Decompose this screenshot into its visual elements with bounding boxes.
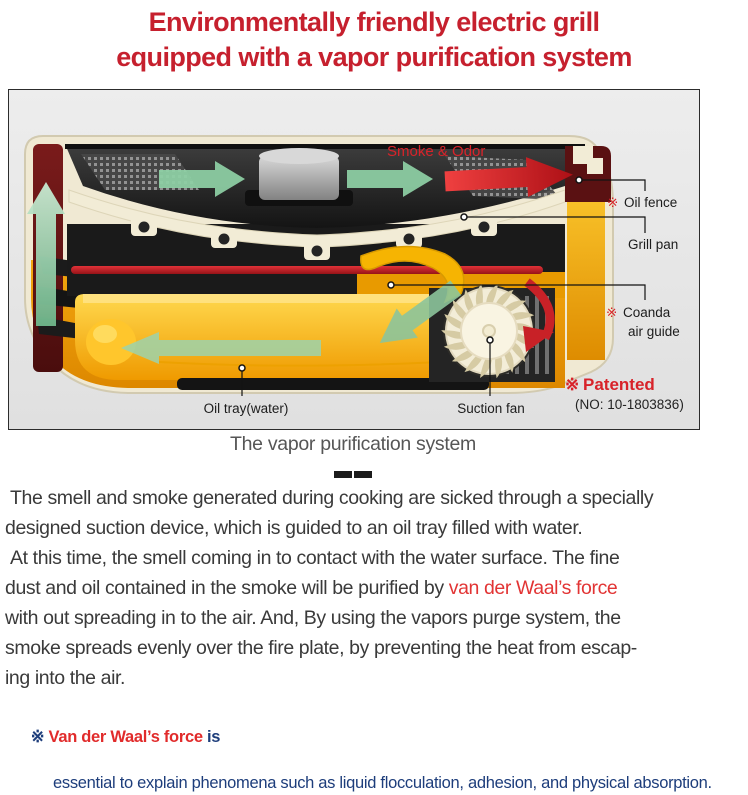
body-line: At this time, the smell coming in to contact with the water surface. The fine: [5, 547, 620, 569]
grill-pan-label: Grill pan: [628, 237, 679, 252]
dash-icon: [354, 471, 372, 478]
page-title-line2: equipped with a vapor purification system: [116, 42, 632, 72]
patented-marker: ※: [565, 375, 580, 394]
van-der-waals-highlight: van der Waal’s force: [448, 577, 618, 599]
body-line: with out spreading in to the air. And, By using the vapors purge system, the: [5, 607, 621, 629]
body-line: The smell and smoke generated during cooking are sicked through a specially: [5, 487, 654, 509]
body-line: smoke spreads evenly over the fire plate, by preventing the heat from escap-: [5, 637, 637, 659]
body-line: designed suction device, which is guided to an oil tray filled with water.: [5, 517, 583, 539]
grill-diagram-box: [8, 89, 700, 430]
page-title-line1: Environmentally friendly electric grill: [148, 7, 600, 37]
description-text: [5, 483, 745, 693]
suction-fan-label: Suction fan: [457, 401, 525, 416]
heater-element: [71, 266, 543, 274]
divider-dashes: [8, 471, 698, 478]
footnote-term: Van der Waal’s force: [48, 728, 203, 746]
patent-number: (NO: 10-1803836): [575, 397, 684, 412]
diagram-caption: The vapor purification system: [230, 433, 476, 455]
footnote-suffix: is: [202, 728, 221, 746]
oil-tray-label: Oil tray(water): [203, 401, 289, 416]
grill-body-art: [25, 136, 613, 393]
body-segment: dust and oil contained in the smoke will be purified by: [5, 577, 449, 599]
coanda-label-line2: air guide: [628, 324, 680, 339]
coanda-label-line1: Coanda: [623, 305, 671, 320]
footnote: [5, 703, 747, 795]
footnote-marker: ※: [30, 728, 49, 746]
smoke-odor-label: Smoke & Odor: [387, 143, 486, 160]
page-title: [0, 0, 748, 75]
dash-icon: [334, 471, 352, 478]
grill-cross-section-diagram: [9, 90, 699, 429]
oil-fence-label: Oil fence: [624, 195, 678, 210]
footnote-line2: essential to explain phenomena such as liquid flocculation, adhesion, and physical absorption.: [53, 774, 712, 792]
footnote-line1: [5, 703, 747, 772]
body-line: [5, 573, 745, 603]
coanda-marker: ※: [606, 305, 618, 320]
oil-fence-marker: ※: [607, 195, 619, 210]
patented-label: Patented: [583, 375, 655, 394]
body-line: ing into the air.: [5, 667, 126, 689]
